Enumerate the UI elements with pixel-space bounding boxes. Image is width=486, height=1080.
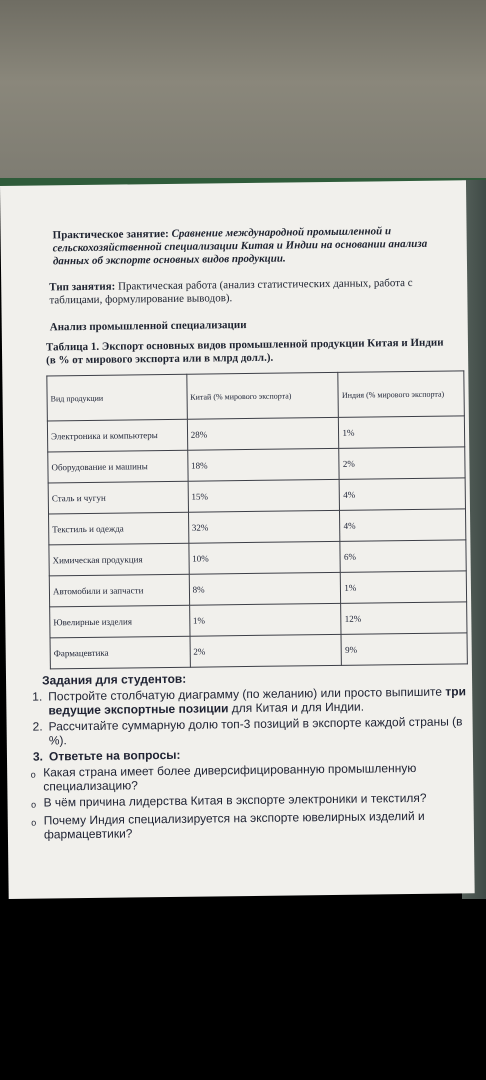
export-table [46, 370, 468, 669]
table-cell-china: 28% [187, 417, 339, 450]
table-cell-product: Химическая продукция [49, 543, 189, 576]
table-row [47, 416, 464, 452]
task-number: 2. [32, 719, 43, 734]
table-cell-china: 18% [187, 448, 339, 481]
task-item [22, 684, 470, 717]
table-cell-india: 2% [339, 447, 465, 480]
table-header-row [47, 371, 465, 421]
question-text: Почему Индия специализируется на экспорте ювелирных изделий и фармацевтики? [43, 808, 425, 842]
table-row [49, 571, 466, 607]
lesson-prefix: Практическое занятие: [52, 227, 169, 242]
table-cell-product: Текстиль и одежда [49, 512, 189, 545]
table-cell-india: 1% [341, 571, 467, 604]
table-row [48, 478, 465, 514]
lesson-type-text: Практическая работа (анализ статистических данных, работа с таблицами, формулирование выводов). [49, 276, 413, 307]
task-text-part: для Китая и для Индии. [231, 699, 365, 716]
table-cell-india: 1% [339, 416, 465, 449]
table-cell-product: Сталь и чугун [48, 481, 188, 514]
letterbox-bottom [0, 899, 486, 1080]
table-cell-china: 2% [190, 634, 342, 667]
background-surface-top [0, 0, 486, 182]
table-cell-product: Фармацевтика [50, 636, 190, 669]
question-item [23, 760, 471, 793]
table-row [50, 602, 467, 638]
table-cell-india: 12% [341, 602, 467, 635]
task-text [48, 684, 470, 717]
table-header-cell: Вид продукции [47, 374, 187, 421]
section-title: Анализ промышленной специализации [49, 318, 247, 334]
bullet-icon: o [30, 769, 36, 780]
question-text: Какая страна имеет более диверсифицированную промышленную специализацию? [43, 760, 417, 794]
bullet-icon: o [31, 817, 37, 828]
table-cell-india: 4% [339, 478, 465, 511]
table-row [49, 509, 466, 545]
table-header-cell: Китай (% мирового экспорта) [186, 372, 338, 419]
table-cell-india: 9% [341, 633, 467, 666]
table-cell-india: 6% [340, 540, 466, 573]
table-cell-product: Автомобили и запчасти [49, 574, 189, 607]
table-cell-product: Ювелирные изделия [50, 605, 190, 638]
tasks-block [22, 668, 472, 843]
bullet-icon: o [30, 799, 37, 810]
table-cell-china: 10% [189, 541, 341, 574]
table-cell-india: 4% [340, 509, 466, 542]
task-text: Ответьте на вопросы: [48, 747, 181, 764]
table-cell-china: 1% [189, 603, 341, 636]
table-caption: Таблица 1. Экспорт основных видов промышленной продукции Китая и Индии (в % от мирового экспорта или в млрд долл.). [45, 336, 444, 367]
table-cell-china: 32% [188, 510, 340, 543]
question-item [24, 808, 472, 841]
table-cell-china: 15% [188, 479, 340, 512]
lesson-type [49, 277, 449, 308]
lesson-topic: Сравнение международной промышленной и сельскохозяйственной специализации Китая и Индии на основании анализа данных об экспорте основных видов продукции. [52, 225, 428, 268]
question-text: В чём причина лидерства Китая в экспорте электроники и текстиля? [43, 790, 427, 810]
task-text: Рассчитайте суммарную долю топ-3 позиций в экспорте каждой страны (в %). [48, 714, 463, 748]
task-text-part: Постройте столбчатую диаграмму (по желанию) или просто выпишите [48, 684, 443, 704]
task-number: 1. [32, 689, 43, 704]
lesson-type-label: Тип занятия: [49, 280, 116, 294]
tasks-title: Задания для студентов: [41, 671, 187, 688]
task-number: 3. [32, 749, 44, 764]
table-row [48, 447, 465, 483]
table-header-cell: Индия (% мирового экспорта) [338, 371, 464, 418]
task-text-emphasis: три ведущие экспортные позиции [48, 684, 467, 718]
lesson-header [53, 225, 449, 269]
table-cell-product: Оборудование и машины [48, 450, 188, 483]
worksheet-paper [0, 180, 475, 899]
table-cell-china: 8% [189, 572, 341, 605]
task-item [23, 714, 471, 747]
table-cell-product: Электроника и компьютеры [47, 419, 187, 452]
table-row [50, 633, 467, 669]
table-row [49, 540, 466, 576]
